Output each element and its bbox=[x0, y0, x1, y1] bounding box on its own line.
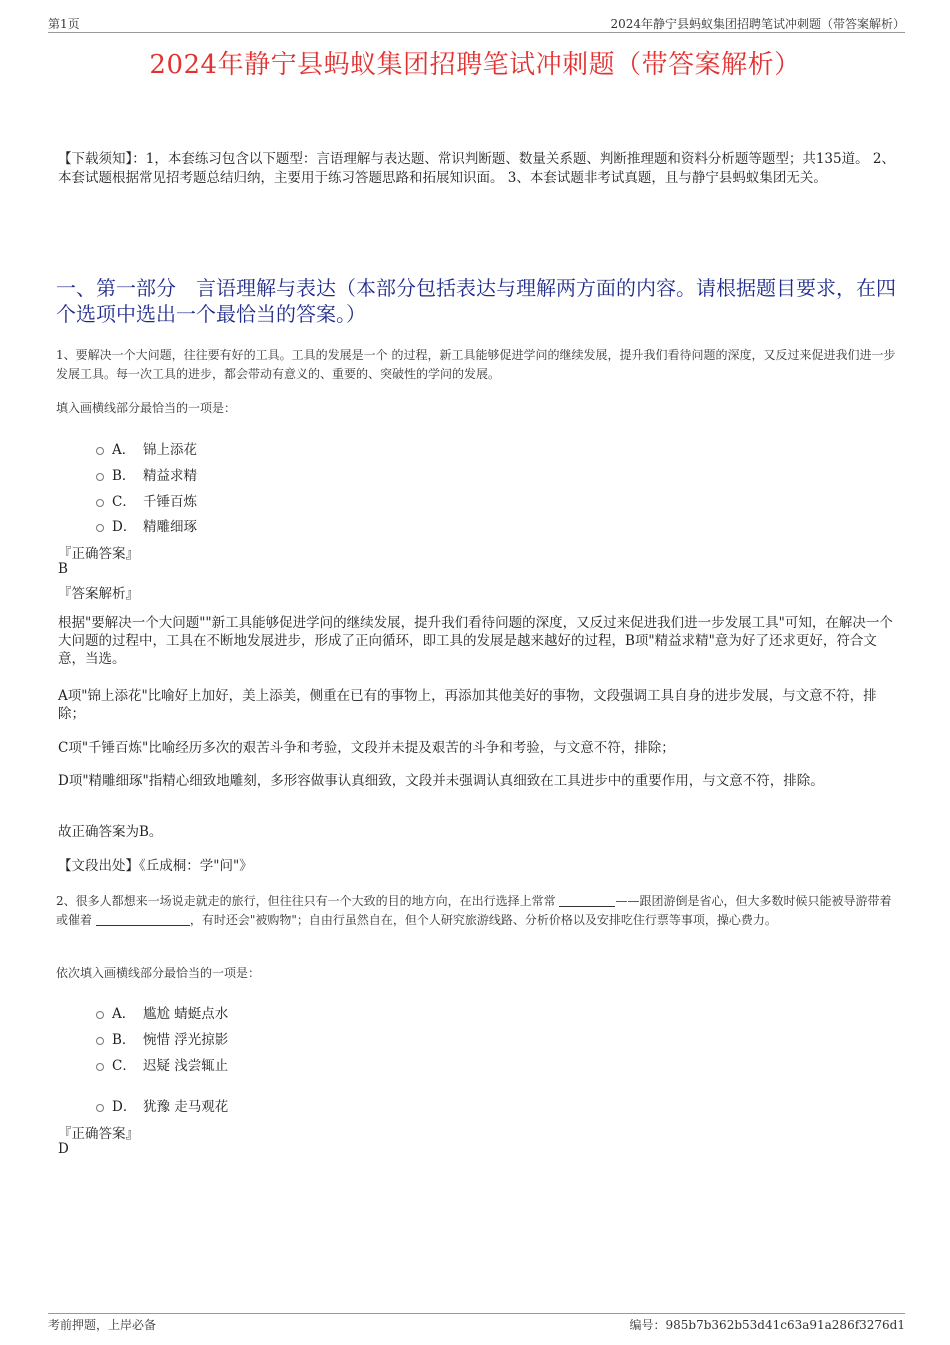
analysis-paragraph: C项"千锤百炼"比喻经历多次的艰苦斗争和考验，文段并未提及艰苦的斗争和考验，与文意不符，排除； bbox=[58, 740, 675, 756]
blank-2 bbox=[96, 913, 190, 926]
analysis-paragraph: 根据"要解决一个大问题""新工具能够促进学问的继续发展，提升我们看待问题的深度，又反过来促进我们进一步发展工具"可知，在解决一个大问题的过程中，工具在不断地发展进步，形成了正向循环，即工具的发展是越来越好的过程，B项"精益求精"意为好了还求更好，符合文意，当选。 bbox=[58, 615, 893, 667]
download-notice: 【下载须知】：1，本套练习包含以下题型：言语理解与表达题、常识判断题、数量关系题、判断推理题和资料分析题等题型；共135道。 2、本套试题根据常见招考题总结归纳，主要用于练习答题思路和拓展知识面。 3、本套试题非考试真题，且与静宁县蚂蚁集团无关。 bbox=[58, 151, 895, 186]
radio-icon[interactable] bbox=[96, 524, 104, 532]
question-1-option-d[interactable]: D． 精雕细琢 bbox=[96, 515, 197, 535]
document-title: 2024年静宁县蚂蚁集团招聘笔试冲刺题（带答案解析） bbox=[149, 50, 801, 80]
page-footer bbox=[48, 1313, 905, 1332]
question-1-prompt: 填入画横线部分最恰当的一项是： bbox=[56, 401, 237, 415]
radio-icon[interactable] bbox=[96, 473, 104, 481]
question-1-stem: 1、要解决一个大问题，往往要有好的工具。工具的发展是一个 的过程，新工具能够促进学问的继续发展，提升我们看待问题的深度，又反过来促进我们进一步发展工具。每一次工具的进步，都会带动有意义的、重要的、突破性的学问的发展。 bbox=[56, 348, 896, 381]
question-1-analysis-label: 『答案解析』 bbox=[58, 586, 139, 602]
radio-icon[interactable] bbox=[96, 1104, 104, 1112]
radio-icon[interactable] bbox=[96, 499, 104, 507]
question-1-option-b[interactable]: B． 精益求精 bbox=[96, 464, 197, 484]
question-2-stem: 2、很多人都想来一场说走就走的旅行，但往往只有一个大致的目的地方向，在出行选择上常常 ——跟团游倒是省心，但大多数时候只能被导游带着或催着 ，有时还会"被购物"；自由行虽然自在，但个人研究旅游线路、分析价格以及安排吃住行票等事项，操心费力。 bbox=[56, 894, 892, 927]
question-2-option-c[interactable]: C． 迟疑 浅尝辄止 bbox=[96, 1054, 228, 1074]
page-header bbox=[48, 14, 905, 33]
question-2-answer: D bbox=[58, 1141, 69, 1157]
radio-icon[interactable] bbox=[96, 1063, 104, 1071]
page-number: 第1页 bbox=[48, 17, 80, 31]
question-2-prompt: 依次填入画横线部分最恰当的一项是： bbox=[56, 966, 261, 980]
analysis-conclusion: 故正确答案为B。 bbox=[58, 824, 163, 840]
footer-slogan: 考前押题，上岸必备 bbox=[48, 1318, 157, 1332]
section-heading: 一、第一部分 言语理解与表达（本部分包括表达与理解两方面的内容。请根据题目要求，在四个选项中选出一个最恰当的答案。） bbox=[56, 276, 896, 326]
radio-icon[interactable] bbox=[96, 1037, 104, 1045]
question-1-answer-label: 『正确答案』 bbox=[58, 546, 139, 562]
question-2-option-d[interactable]: D． 犹豫 走马观花 bbox=[96, 1095, 228, 1115]
question-2-option-a[interactable]: A． 尴尬 蜻蜓点水 bbox=[96, 1002, 228, 1022]
analysis-paragraph: A项"锦上添花"比喻好上加好，美上添美，侧重在已有的事物上，再添加其他美好的事物，文段强调工具自身的进步发展，与文意不符，排除； bbox=[58, 688, 877, 722]
analysis-paragraph: D项"精雕细琢"指精心细致地雕刻，多形容做事认真细致，文段并未强调认真细致在工具进步中的重要作用，与文意不符，排除。 bbox=[58, 773, 824, 789]
question-2-answer-label: 『正确答案』 bbox=[58, 1126, 139, 1142]
question-1-option-a[interactable]: A． 锦上添花 bbox=[96, 438, 197, 458]
footer-code: 编号：985b7b362b53d41c63a91a286f3276d1 bbox=[629, 1318, 905, 1332]
question-1-answer: B bbox=[58, 561, 68, 577]
analysis-source: 【文段出处】《丘成桐：学"问"》 bbox=[58, 858, 253, 874]
question-1-option-c[interactable]: C． 千锤百炼 bbox=[96, 490, 197, 510]
blank-1 bbox=[559, 894, 615, 907]
question-2-option-b[interactable]: B． 惋惜 浮光掠影 bbox=[96, 1028, 228, 1048]
header-doc-title: 2024年静宁县蚂蚁集团招聘笔试冲刺题（带答案解析） bbox=[610, 17, 905, 31]
radio-icon[interactable] bbox=[96, 447, 104, 455]
radio-icon[interactable] bbox=[96, 1011, 104, 1019]
